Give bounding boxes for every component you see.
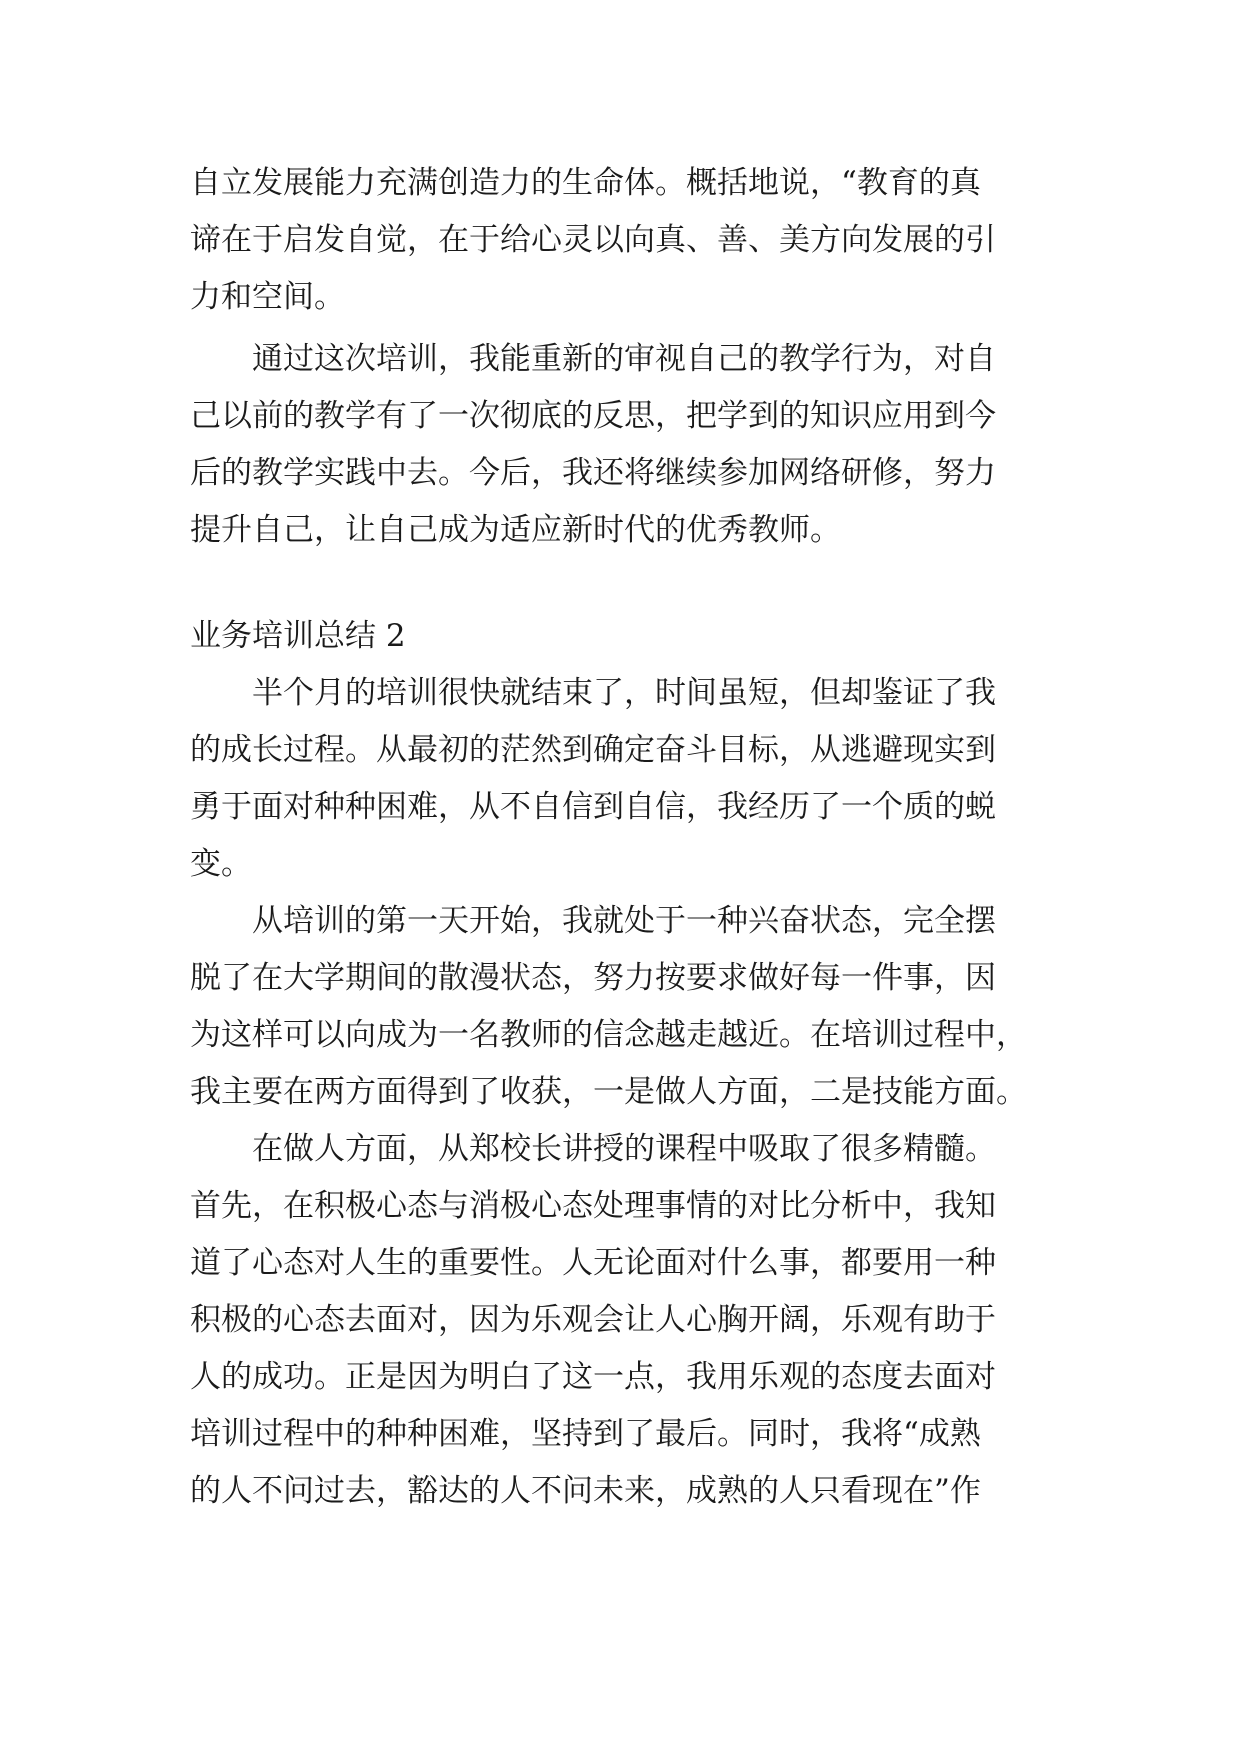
text-line: 勇于面对种种困难，从不自信到自信，我经历了一个质的蜕 <box>190 789 996 825</box>
text-line: 从培训的第一天开始，我就处于一种兴奋状态，完全摆 <box>252 903 996 939</box>
text-line: 的人不问过去，豁达的人不问未来，成熟的人只看现在”作 <box>190 1473 981 1509</box>
text-line: 的成长过程。从最初的茫然到确定奋斗目标，从逃避现实到 <box>190 732 996 768</box>
text-line: 积极的心态去面对，因为乐观会让人心胸开阔，乐观有助于 <box>190 1302 996 1338</box>
paragraph <box>190 893 1070 1121</box>
paragraph-continuation <box>190 155 1070 326</box>
text-line: 我主要在两方面得到了收获，一是做人方面，二是技能方面。 <box>190 1074 1027 1110</box>
text-line: 培训过程中的种种困难，坚持到了最后。同时，我将“成熟 <box>190 1416 981 1452</box>
section-heading: 业务培训总结 2 <box>190 618 406 654</box>
text-line: 力和空间。 <box>190 279 345 315</box>
text-line: 为这样可以向成为一名教师的信念越走越近。在培训过程中， <box>190 1017 1027 1053</box>
text-line: 人的成功。正是因为明白了这一点，我用乐观的态度去面对 <box>190 1359 996 1395</box>
text-line: 谛在于启发自觉，在于给心灵以向真、善、美方向发展的引 <box>190 222 996 258</box>
document-body <box>190 155 1070 1520</box>
text-line: 脱了在大学期间的散漫状态，努力按要求做好每一件事，因 <box>190 960 996 996</box>
text-line: 半个月的培训很快就结束了，时间虽短，但却鉴证了我 <box>252 675 996 711</box>
text-line: 提升自己，让自己成为适应新时代的优秀教师。 <box>190 512 841 548</box>
text-line: 后的教学实践中去。今后，我还将继续参加网络研修，努力 <box>190 455 996 491</box>
text-line: 变。 <box>190 846 252 882</box>
paragraph <box>190 1121 1070 1520</box>
text-line: 己以前的教学有了一次彻底的反思，把学到的知识应用到今 <box>190 398 996 434</box>
paragraph <box>190 331 1070 559</box>
paragraph <box>190 665 1070 893</box>
text-line: 首先，在积极心态与消极心态处理事情的对比分析中，我知 <box>190 1188 996 1224</box>
text-line: 道了心态对人生的重要性。人无论面对什么事，都要用一种 <box>190 1245 996 1281</box>
text-line: 通过这次培训，我能重新的审视自己的教学行为，对自 <box>252 341 996 377</box>
text-line: 在做人方面，从郑校长讲授的课程中吸取了很多精髓。 <box>252 1131 996 1167</box>
text-line: 自立发展能力充满创造力的生命体。概括地说，“教育的真 <box>190 165 981 201</box>
section-gap <box>190 559 1070 608</box>
